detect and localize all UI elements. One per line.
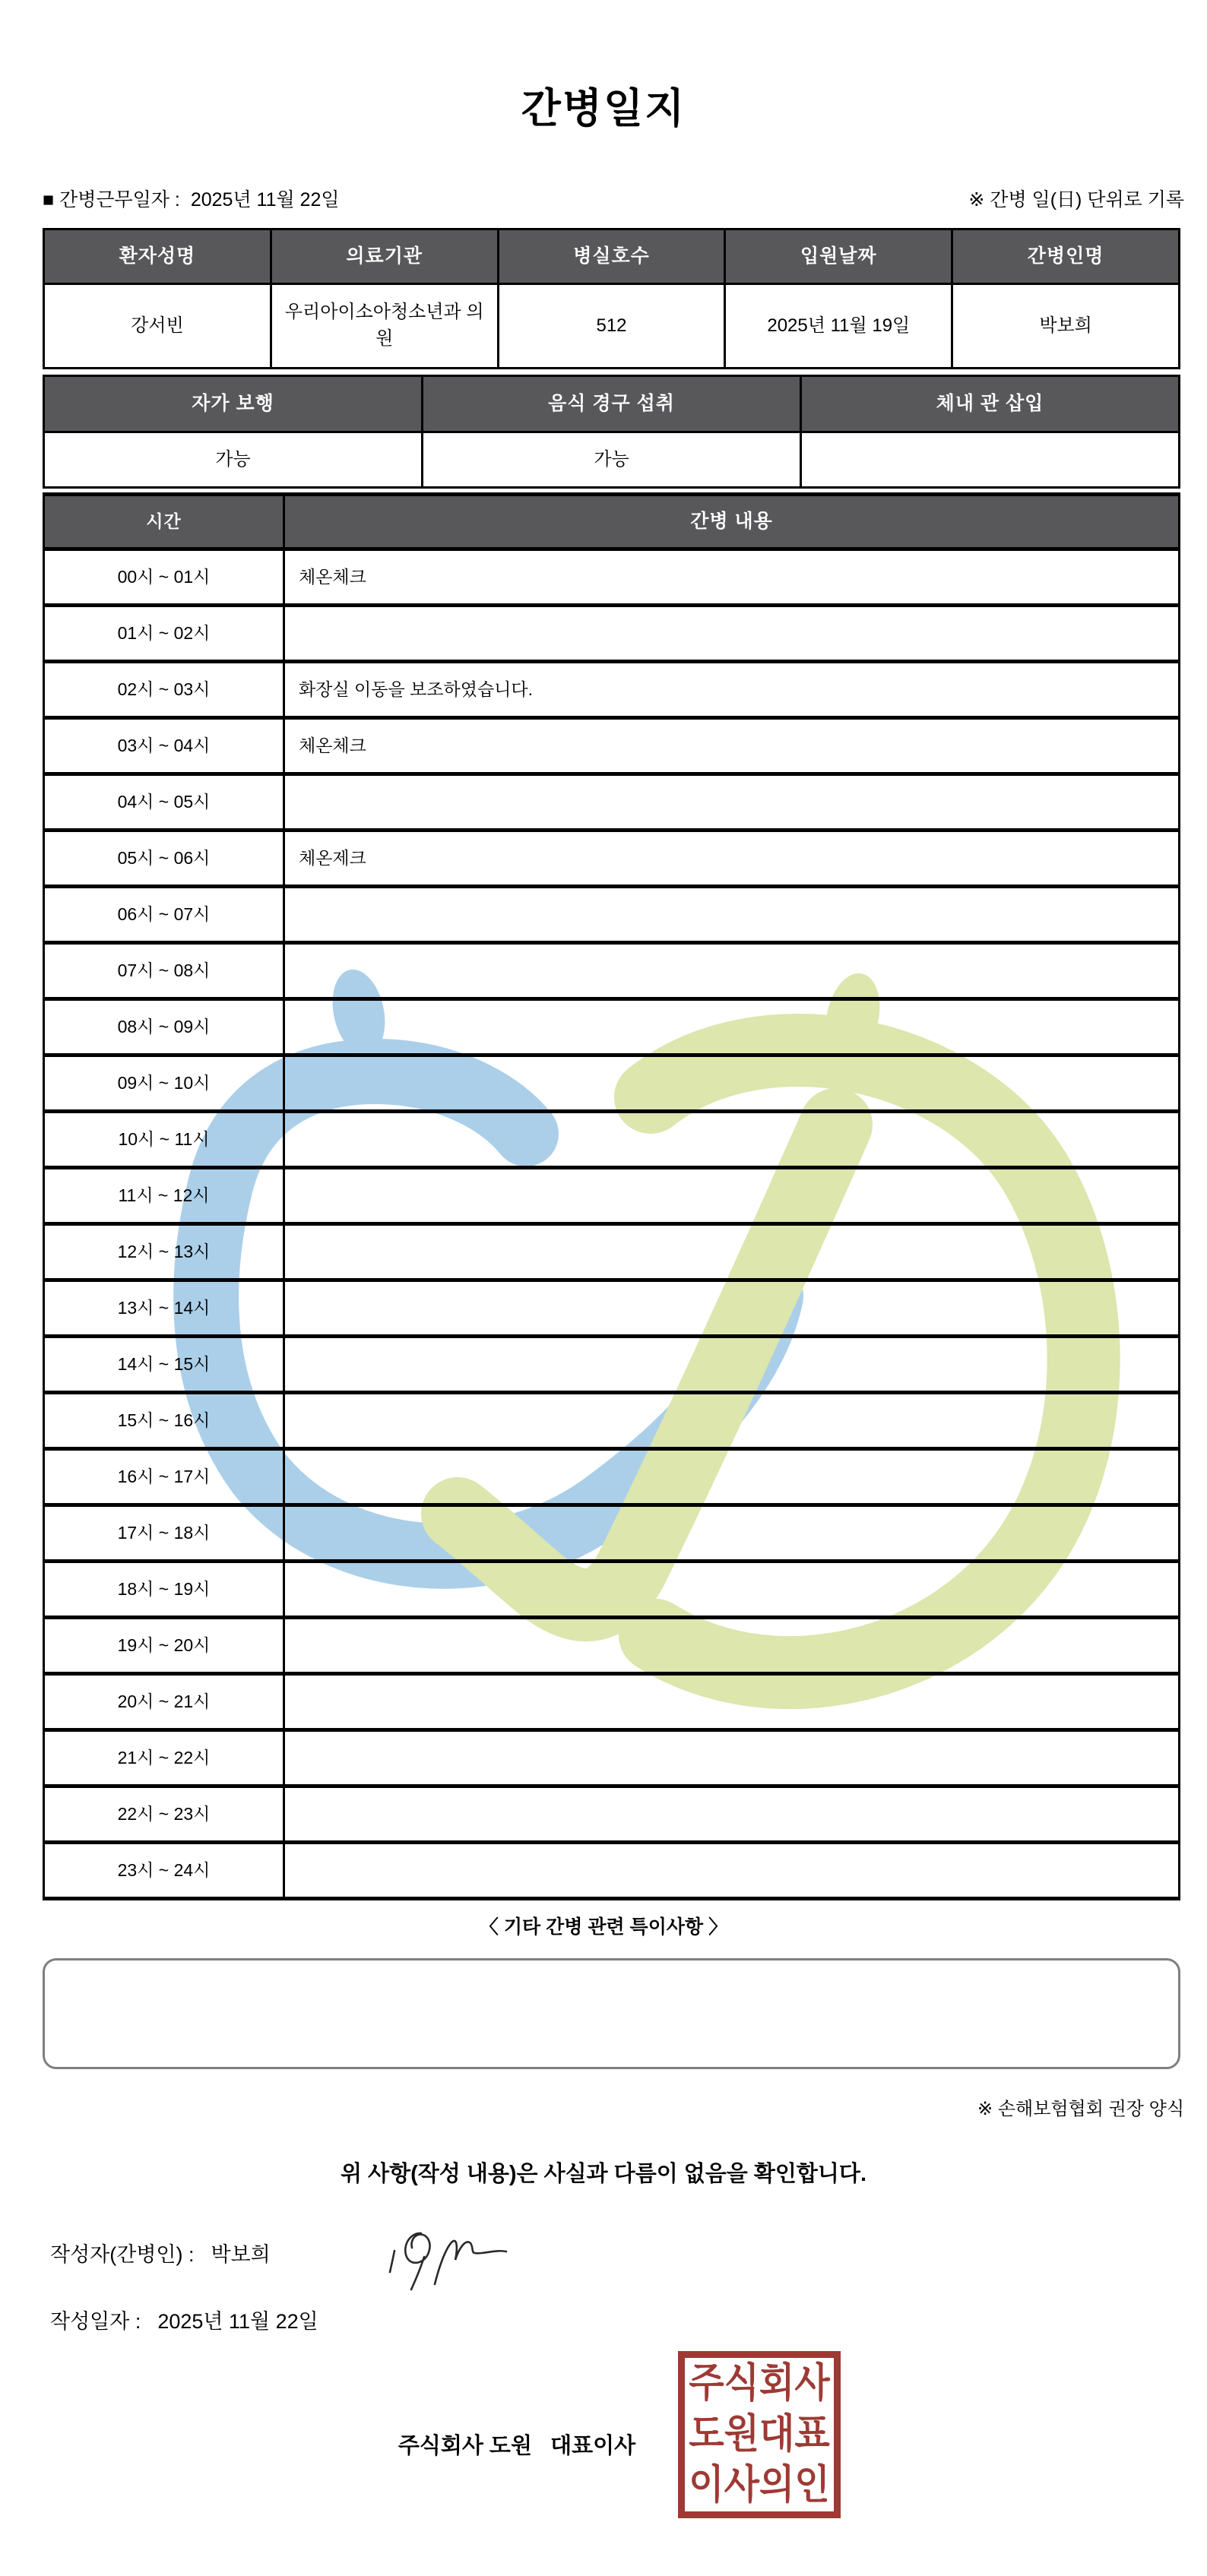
work-date-value: 2025년 11월 22일: [190, 189, 340, 210]
care-log-row: [44, 999, 1180, 1055]
care-log-row: [44, 1618, 1180, 1674]
time-range-cell: 16시 ~ 17시: [44, 1449, 284, 1505]
written-date-line: [50, 2305, 318, 2334]
stamp-text-line: 이사의인: [689, 2463, 830, 2508]
time-range-cell: 15시 ~ 16시: [44, 1393, 284, 1449]
extra-note-heading: 〈 기타 간병 관련 특이사항 〉: [479, 1916, 728, 1938]
care-content-cell: [284, 943, 1180, 999]
time-range-cell: 23시 ~ 24시: [44, 1843, 284, 1899]
status-header-row: [44, 376, 1180, 432]
patient-col-header: 입원날짜: [725, 229, 952, 284]
care-content-cell: [284, 1055, 1180, 1112]
care-content-cell: [284, 1618, 1180, 1674]
time-range-cell: 11시 ~ 12시: [44, 1168, 284, 1224]
care-log-table: [43, 492, 1180, 1900]
patient-value: 우리아이소아청소년과 의원: [271, 284, 498, 369]
writer-name: 박보희: [211, 2243, 271, 2266]
time-range-cell: 22시 ~ 23시: [44, 1786, 284, 1843]
corporate-seal-stamp: [678, 2351, 841, 2518]
patient-info-table: [43, 228, 1180, 369]
company-and-ceo-label: 주식회사 도원 대표이사: [398, 2434, 636, 2458]
time-range-cell: 19시 ~ 20시: [44, 1618, 284, 1674]
care-content-cell: [284, 1843, 1180, 1899]
care-log-row: [44, 549, 1180, 606]
care-content-cell: [284, 1449, 1180, 1505]
care-log-row: [44, 1562, 1180, 1618]
status-value: 가능: [44, 432, 423, 488]
status-value: 가능: [423, 432, 801, 488]
care-content-cell: [284, 1224, 1180, 1280]
care-log-row: [44, 774, 1180, 831]
care-content-cell: 체온제크: [284, 831, 1180, 887]
time-range-cell: 02시 ~ 03시: [44, 662, 284, 718]
care-log-row: [44, 1730, 1180, 1786]
care-log-row: [44, 1168, 1180, 1224]
care-log-row: [44, 1449, 1180, 1505]
care-log-row: [44, 1112, 1180, 1168]
time-range-cell: 03시 ~ 04시: [44, 718, 284, 774]
care-content-cell: 체온체크: [284, 718, 1180, 774]
content-col-header: 간병 내용: [284, 495, 1180, 549]
care-content-cell: [284, 1505, 1180, 1562]
patient-value-row: [44, 284, 1180, 369]
care-content-cell: [284, 999, 1180, 1055]
care-content-cell: 체온체크: [284, 549, 1180, 606]
care-content-cell: [284, 1168, 1180, 1224]
care-log-row: [44, 1224, 1180, 1280]
care-content-cell: [284, 1393, 1180, 1449]
time-range-cell: 12시 ~ 13시: [44, 1224, 284, 1280]
patient-col-header: 환자성명: [44, 229, 271, 284]
time-range-cell: 00시 ~ 01시: [44, 549, 284, 606]
care-content-cell: [284, 606, 1180, 662]
confirmation-statement: 위 사항(작성 내용)은 사실과 다름이 없음을 확인합니다.: [340, 2162, 867, 2186]
page-title: 간병일지: [521, 86, 686, 131]
care-content-cell: [284, 1786, 1180, 1843]
extra-note-box: [43, 1958, 1180, 2069]
patient-col-header: 의료기관: [271, 229, 498, 284]
care-log-header-row: [44, 495, 1180, 549]
care-log-row: [44, 1393, 1180, 1449]
care-log-row: [44, 1337, 1180, 1393]
daily-record-note: ※ 간병 일(日) 단위로 기록: [968, 189, 1184, 210]
patient-col-header: 간병인명: [952, 229, 1180, 284]
time-range-cell: 06시 ~ 07시: [44, 887, 284, 943]
patient-header-row: [44, 229, 1180, 284]
time-range-cell: 05시 ~ 06시: [44, 831, 284, 887]
patient-value: 강서빈: [44, 284, 271, 369]
patient-value: 2025년 11월 19일: [725, 284, 952, 369]
status-col-header: 자가 보행: [44, 376, 423, 432]
time-range-cell: 09시 ~ 10시: [44, 1055, 284, 1112]
care-log-row: [44, 662, 1180, 718]
time-range-cell: 10시 ~ 11시: [44, 1112, 284, 1168]
time-range-cell: 04시 ~ 05시: [44, 774, 284, 831]
stamp-text-line: 주식회사: [689, 2360, 830, 2406]
care-log-row: [44, 887, 1180, 943]
work-date-label: ■ 간병근무일자 :: [43, 189, 180, 210]
care-log-row: [44, 1280, 1180, 1337]
patient-value: 512: [498, 284, 725, 369]
time-range-cell: 20시 ~ 21시: [44, 1674, 284, 1730]
care-content-cell: [284, 1280, 1180, 1337]
care-content-cell: [284, 1337, 1180, 1393]
care-log-row: [44, 831, 1180, 887]
stamp-text-line: 도원대표: [689, 2412, 830, 2457]
care-log-row: [44, 1786, 1180, 1843]
form-note: ※ 손해보험협회 권장 양식: [977, 2099, 1184, 2119]
care-content-cell: [284, 1112, 1180, 1168]
caregiver-signature: [374, 2210, 526, 2297]
status-value-row: [44, 432, 1180, 488]
time-range-cell: 21시 ~ 22시: [44, 1730, 284, 1786]
time-range-cell: 17시 ~ 18시: [44, 1505, 284, 1562]
patient-status-table: [43, 375, 1180, 489]
care-log-row: [44, 718, 1180, 774]
time-range-cell: 13시 ~ 14시: [44, 1280, 284, 1337]
care-log-row: [44, 943, 1180, 999]
care-log-row: [44, 1843, 1180, 1899]
care-content-cell: [284, 887, 1180, 943]
care-content-cell: [284, 1730, 1180, 1786]
care-log-row: [44, 1055, 1180, 1112]
writer-label: 작성자(간병인) :: [50, 2243, 195, 2266]
written-date-value: 2025년 11월 22일: [157, 2310, 318, 2333]
care-content-cell: 화장실 이동을 보조하였습니다.: [284, 662, 1180, 718]
care-log-row: [44, 1505, 1180, 1562]
written-date-label: 작성일자 :: [50, 2310, 141, 2333]
patient-value: 박보희: [952, 284, 1180, 369]
meta-row: [43, 185, 1184, 212]
care-log-row: [44, 606, 1180, 662]
care-log-row: [44, 1674, 1180, 1730]
time-range-cell: 01시 ~ 02시: [44, 606, 284, 662]
time-range-cell: 08시 ~ 09시: [44, 999, 284, 1055]
time-range-cell: 07시 ~ 08시: [44, 943, 284, 999]
status-value: [801, 432, 1180, 488]
time-range-cell: 14시 ~ 15시: [44, 1337, 284, 1393]
patient-col-header: 병실호수: [498, 229, 725, 284]
work-date-line: [43, 185, 340, 212]
care-content-cell: [284, 1562, 1180, 1618]
care-content-cell: [284, 1674, 1180, 1730]
care-content-cell: [284, 774, 1180, 831]
status-col-header: 체내 관 삽입: [801, 376, 1180, 432]
time-col-header: 시간: [44, 495, 284, 549]
time-range-cell: 18시 ~ 19시: [44, 1562, 284, 1618]
status-col-header: 음식 경구 섭취: [423, 376, 801, 432]
writer-line: [50, 2238, 271, 2267]
